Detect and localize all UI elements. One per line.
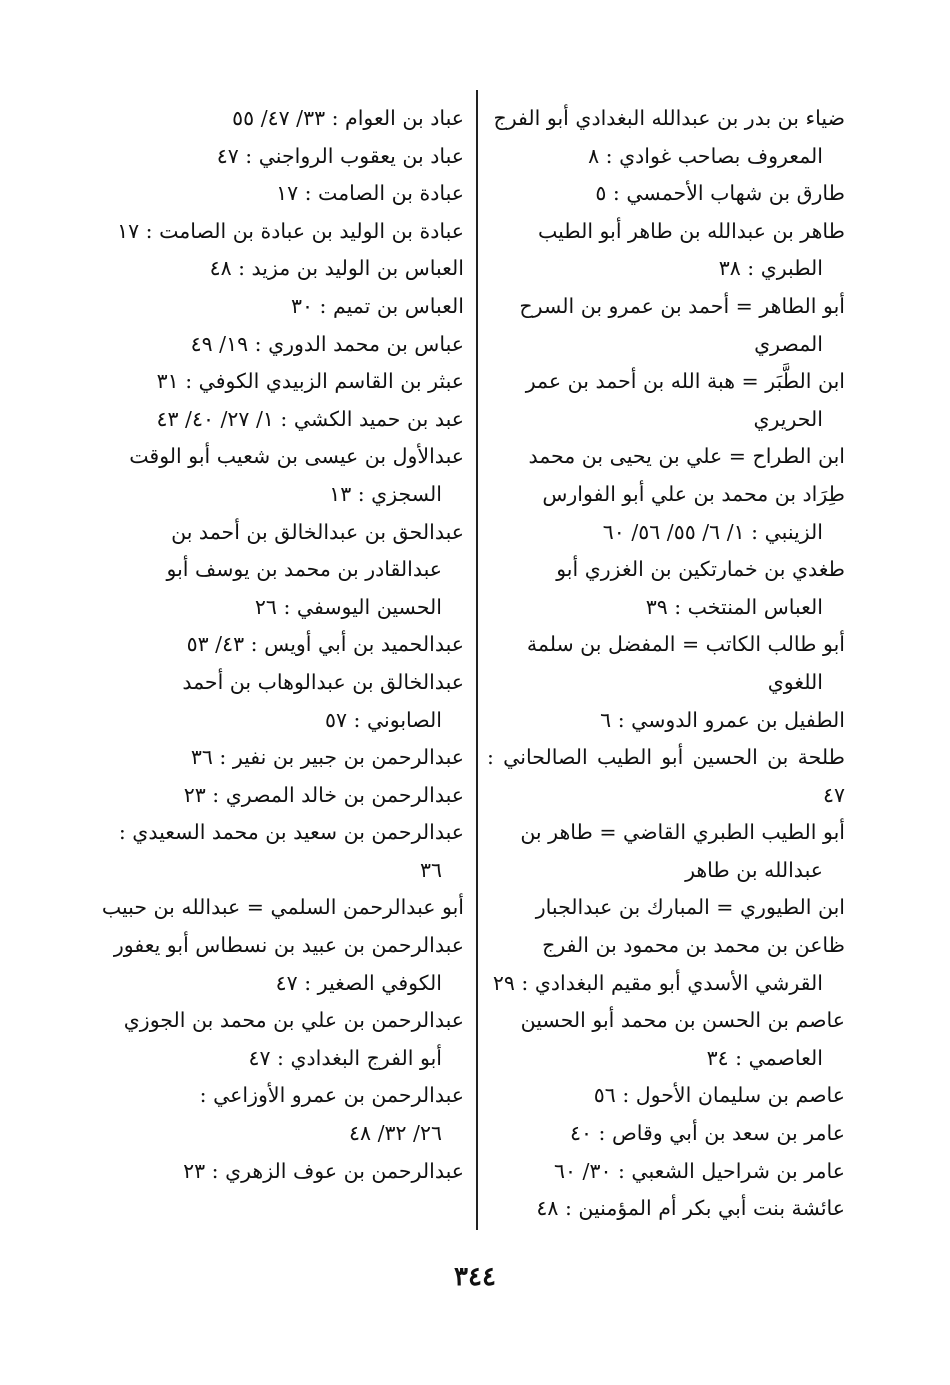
entry-line: ظاعن بن محمد بن محمود بن الفرج: [542, 933, 845, 958]
column-divider: [476, 90, 478, 1230]
entry-continuation-line: العباس المنتخب : ٣٩: [645, 594, 823, 619]
index-column-left: [100, 100, 464, 1190]
entry-line: عامر بن سعد بن أبي وقاص : ٤٠: [570, 1121, 845, 1146]
index-entry: [100, 664, 464, 739]
index-column-right: [487, 100, 845, 1228]
entry-line: عاصم بن سليمان الأحول : ٥٦: [593, 1083, 845, 1108]
index-entry: [100, 1077, 464, 1152]
entry-line: ضياء بن بدر بن عبدالله البغدادي أبو الفرج: [493, 106, 845, 130]
entry-line: طغدي بن خمارتكين بن الغزري أبو: [556, 557, 845, 582]
entry-continuation-line: المصري: [754, 331, 823, 356]
entry-continuation-line: العاصمي : ٣٤: [706, 1045, 823, 1070]
entry-continuation-line: ٣٦: [419, 857, 442, 882]
entry-line: عامر بن شراحيل الشعبي : ٣٠/ ٦٠: [553, 1158, 845, 1183]
entry-line: ابن الطراح = علي بن يحيى بن محمد: [528, 444, 845, 469]
index-entry: [487, 363, 845, 438]
index-entry: [100, 626, 464, 664]
index-entry: [487, 1190, 845, 1228]
entry-continuation-line: المعروف بصاحب غوادي : ٨: [588, 143, 823, 168]
index-entry: [487, 1002, 845, 1077]
entry-continuation-line: أبو الفرج البغدادي : ٤٧: [248, 1045, 442, 1070]
entry-line: العباس بن الوليد بن مزيد : ٤٨: [209, 256, 464, 281]
entry-continuation-line: ٢٦/ ٣٢/ ٤٨: [349, 1121, 442, 1146]
entry-line: عبثر بن القاسم الزبيدي الكوفي : ٣١: [156, 369, 464, 394]
entry-line: عباد بن العوام : ٣٣/ ٤٧/ ٥٥: [232, 106, 464, 130]
entry-line: عبدالأول بن عيسى بن شعيب أبو الوقت: [129, 444, 464, 469]
index-entry: [487, 1115, 845, 1153]
entry-line: أبو طالب الكاتب = المفضل بن سلمة: [526, 632, 845, 657]
entry-line: عباس بن محمد الدوري : ١٩/ ٤٩: [190, 331, 464, 356]
index-entry: [100, 739, 464, 777]
entry-line: عائشة بنت أبي بكر أم المؤمنين : ٤٨: [536, 1196, 845, 1221]
entry-continuation-line: القرشي الأسدي أبو مقيم البغدادي : ٢٩: [492, 970, 823, 995]
index-entry: [100, 814, 464, 889]
entry-continuation-line: الحريري: [753, 406, 823, 431]
index-entry: [487, 438, 845, 476]
index-entry: [100, 927, 464, 1002]
entry-line: عبد بن حميد الكشي : ١/ ٢٧/ ٤٠/ ٤٣: [156, 406, 464, 431]
index-entry: [487, 1077, 845, 1115]
entry-line: طِرَاد بن محمد بن علي أبو الفوارس: [542, 481, 845, 506]
entry-line: عباد بن يعقوب الرواجني : ٤٧: [216, 143, 464, 168]
entry-line: عبدالرحمن بن خالد المصري : ٢٣: [183, 782, 464, 807]
index-entry: [487, 739, 845, 814]
entry-line: عبادة بن الوليد بن عبادة بن الصامت : ١٧: [117, 218, 464, 243]
index-entry: [100, 363, 464, 401]
entry-continuation-line: الزينبي : ١/ ٦/ ٥٥/ ٥٦/ ٦٠: [602, 519, 823, 544]
entry-line: أبو الطاهر = أحمد بن عمرو بن السرح: [519, 293, 845, 318]
entry-continuation-line: الكوفي الصغير : ٤٧: [275, 970, 442, 995]
entry-line: عبدالحق بن عبدالخالق بن أحمد بن: [171, 519, 464, 544]
index-entry: [100, 438, 464, 513]
index-entry: [100, 288, 464, 326]
index-entry: [100, 777, 464, 815]
index-entry: [100, 175, 464, 213]
index-entry: [487, 626, 845, 701]
entry-continuation-line: عبدالله بن طاهر: [685, 857, 823, 882]
entry-line: طاهر بن عبدالله بن طاهر أبو الطيب: [537, 218, 845, 243]
entry-line: عبدالرحمن بن علي بن محمد بن الجوزي: [123, 1008, 464, 1033]
index-entry: [100, 1153, 464, 1191]
index-entry: [100, 100, 464, 138]
entry-line: عبدالخالق بن عبدالوهاب بن أحمد: [182, 669, 464, 694]
index-entry: [487, 288, 845, 363]
entry-line: عبدالرحمن بن سعيد بن محمد السعيدي :: [118, 820, 464, 845]
index-entry: [487, 702, 845, 740]
entry-line: عبدالرحمن بن عمرو الأوزاعي :: [199, 1083, 464, 1108]
index-entry: [487, 476, 845, 551]
index-entry: [100, 250, 464, 288]
entry-line: الطفيل بن عمرو الدوسي : ٦: [600, 707, 845, 732]
entry-line: عبادة بن الصامت : ١٧: [276, 181, 464, 206]
index-entry: [487, 889, 845, 927]
index-entry: [100, 889, 464, 927]
entry-line: طارق بن شهاب الأحمسي : ٥: [595, 181, 845, 206]
entry-continuation-line: الحسين اليوسفي : ٢٦: [254, 594, 442, 619]
entry-line: ابن الطَّبَر = هبة الله بن أحمد بن عمر: [525, 369, 845, 394]
index-entry: [100, 514, 464, 627]
index-entry: [487, 927, 845, 1002]
index-entry: [487, 551, 845, 626]
index-entry: [487, 213, 845, 288]
index-entry: [100, 213, 464, 251]
index-entry: [487, 175, 845, 213]
entry-line: عبدالحميد بن أبي أويس : ٤٣/ ٥٣: [186, 632, 464, 657]
index-entry: [100, 1002, 464, 1077]
index-entry: [100, 401, 464, 439]
entry-line: ابن الطيوري = المبارك بن عبدالجبار: [535, 895, 845, 920]
entry-continuation-line: عبدالقادر بن محمد بن يوسف أبو: [166, 557, 442, 582]
entry-line: طلحة بن الحسين أبو الطيب الصالحاني : ٤٧: [487, 745, 845, 807]
entry-line: عبدالرحمن بن جبير بن نفير : ٣٦: [190, 745, 464, 770]
index-entry: [487, 814, 845, 889]
entry-continuation-line: الصابوني : ٥٧: [324, 707, 442, 732]
index-entry: [487, 100, 845, 175]
index-entry: [100, 138, 464, 176]
entry-line: عبدالرحمن بن عوف الزهري : ٢٣: [183, 1158, 464, 1183]
entry-line: أبو عبدالرحمن السلمي = عبدالله بن حبيب: [101, 895, 464, 920]
index-entry: [487, 1153, 845, 1191]
page-number: ٣٤٤: [454, 1262, 496, 1292]
entry-line: عاصم بن الحسن بن محمد أبو الحسين: [520, 1008, 845, 1033]
entry-line: عبدالرحمن بن عبيد بن نسطاس أبو يعفور: [113, 933, 464, 958]
entry-line: العباس بن تميم : ٣٠: [291, 293, 464, 318]
entry-continuation-line: السجزي : ١٣: [329, 481, 442, 506]
entry-continuation-line: الطبري : ٣٨: [718, 256, 823, 281]
index-entry: [100, 326, 464, 364]
entry-line: أبو الطيب الطبري القاضي = طاهر بن: [520, 820, 845, 845]
entry-continuation-line: اللغوي: [767, 669, 823, 694]
